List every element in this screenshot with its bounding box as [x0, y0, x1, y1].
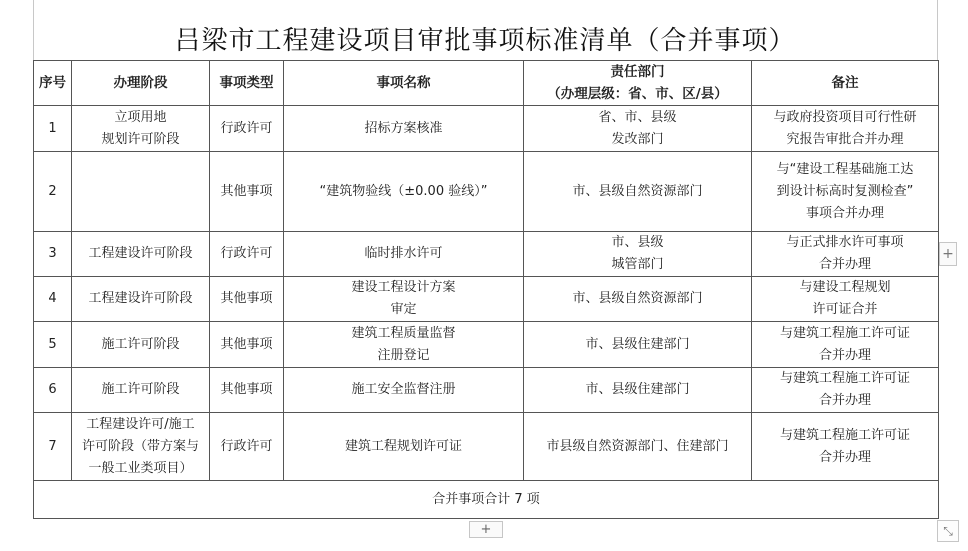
total-count-cell[interactable]: 合并事项合计 7 项 [34, 481, 939, 519]
table-row [34, 368, 939, 413]
approval-items-table [33, 60, 939, 519]
cell-dept[interactable]: 市、县级自然资源部门 [524, 277, 752, 322]
table-row [34, 152, 939, 232]
cell-type[interactable]: 其他事项 [210, 322, 284, 368]
cell-note[interactable]: 与正式排水许可事项 合并办理 [752, 232, 939, 277]
cell-seq[interactable]: 2 [34, 152, 72, 232]
cell-type[interactable]: 行政许可 [210, 413, 284, 481]
add-row-button[interactable]: + [469, 521, 503, 538]
cell-seq[interactable]: 7 [34, 413, 72, 481]
add-column-button[interactable]: + [939, 242, 957, 266]
cell-stage[interactable]: 立项用地 规划许可阶段 [72, 106, 210, 152]
cell-type[interactable]: 其他事项 [210, 277, 284, 322]
cell-dept[interactable]: 市县级自然资源部门、住建部门 [524, 413, 752, 481]
cell-note[interactable]: 与建筑工程施工许可证 合并办理 [752, 322, 939, 368]
cell-stage[interactable]: 工程建设许可阶段 [72, 232, 210, 277]
table-row [34, 322, 939, 368]
table-row [34, 277, 939, 322]
cell-name[interactable]: 建筑工程质量监督 注册登记 [284, 322, 524, 368]
cell-note[interactable]: 与建筑工程施工许可证 合并办理 [752, 368, 939, 413]
header-dept[interactable]: 责任部门 （办理层级：省、市、区/县） [524, 61, 752, 106]
cell-stage[interactable]: 工程建设许可阶段 [72, 277, 210, 322]
cell-name[interactable]: 施工安全监督注册 [284, 368, 524, 413]
cell-name[interactable]: 建设工程设计方案 审定 [284, 277, 524, 322]
cell-note[interactable]: 与政府投资项目可行性研 究报告审批合并办理 [752, 106, 939, 152]
cell-dept[interactable]: 市、县级住建部门 [524, 368, 752, 413]
header-stage[interactable]: 办理阶段 [72, 61, 210, 106]
cell-type[interactable]: 行政许可 [210, 232, 284, 277]
cell-seq[interactable]: 1 [34, 106, 72, 152]
cell-dept[interactable]: 市、县级住建部门 [524, 322, 752, 368]
document-title: 吕梁市工程建设项目审批事项标准清单（合并事项） [174, 26, 796, 56]
cell-seq[interactable]: 3 [34, 232, 72, 277]
cell-seq[interactable]: 6 [34, 368, 72, 413]
cell-note[interactable]: 与建筑工程施工许可证 合并办理 [752, 413, 939, 481]
header-type[interactable]: 事项类型 [210, 61, 284, 106]
cell-seq[interactable]: 4 [34, 277, 72, 322]
cell-stage[interactable]: 工程建设许可/施工 许可阶段（带方案与 一般工业类项目） [72, 413, 210, 481]
table-footer-row [34, 481, 939, 519]
cell-name[interactable]: 临时排水许可 [284, 232, 524, 277]
cell-stage[interactable]: 施工许可阶段 [72, 368, 210, 413]
cell-name[interactable]: “建筑物验线（±0.00 验线）” [284, 152, 524, 232]
table-row [34, 232, 939, 277]
cell-type[interactable]: 其他事项 [210, 152, 284, 232]
cell-name[interactable]: 建筑工程规划许可证 [284, 413, 524, 481]
header-note[interactable]: 备注 [752, 61, 939, 106]
cell-seq[interactable]: 5 [34, 322, 72, 368]
cell-stage[interactable] [72, 152, 210, 232]
cell-type[interactable]: 行政许可 [210, 106, 284, 152]
cell-dept[interactable]: 市、县级自然资源部门 [524, 152, 752, 232]
cell-type[interactable]: 其他事项 [210, 368, 284, 413]
table-resize-handle[interactable]: ⤡ [937, 520, 959, 542]
cell-name[interactable]: 招标方案核准 [284, 106, 524, 152]
cell-dept[interactable]: 市、县级 城管部门 [524, 232, 752, 277]
table-row [34, 106, 939, 152]
cell-note[interactable]: 与建设工程规划 许可证合并 [752, 277, 939, 322]
table-header-row [34, 61, 939, 106]
header-name[interactable]: 事项名称 [284, 61, 524, 106]
cell-dept[interactable]: 省、市、县级 发改部门 [524, 106, 752, 152]
table-row [34, 413, 939, 481]
cell-stage[interactable]: 施工许可阶段 [72, 322, 210, 368]
page-margin-guide-right [937, 0, 938, 60]
header-seq[interactable]: 序号 [34, 61, 72, 106]
cell-note[interactable]: 与“建设工程基础施工达 到设计标高时复测检查” 事项合并办理 [752, 152, 939, 232]
